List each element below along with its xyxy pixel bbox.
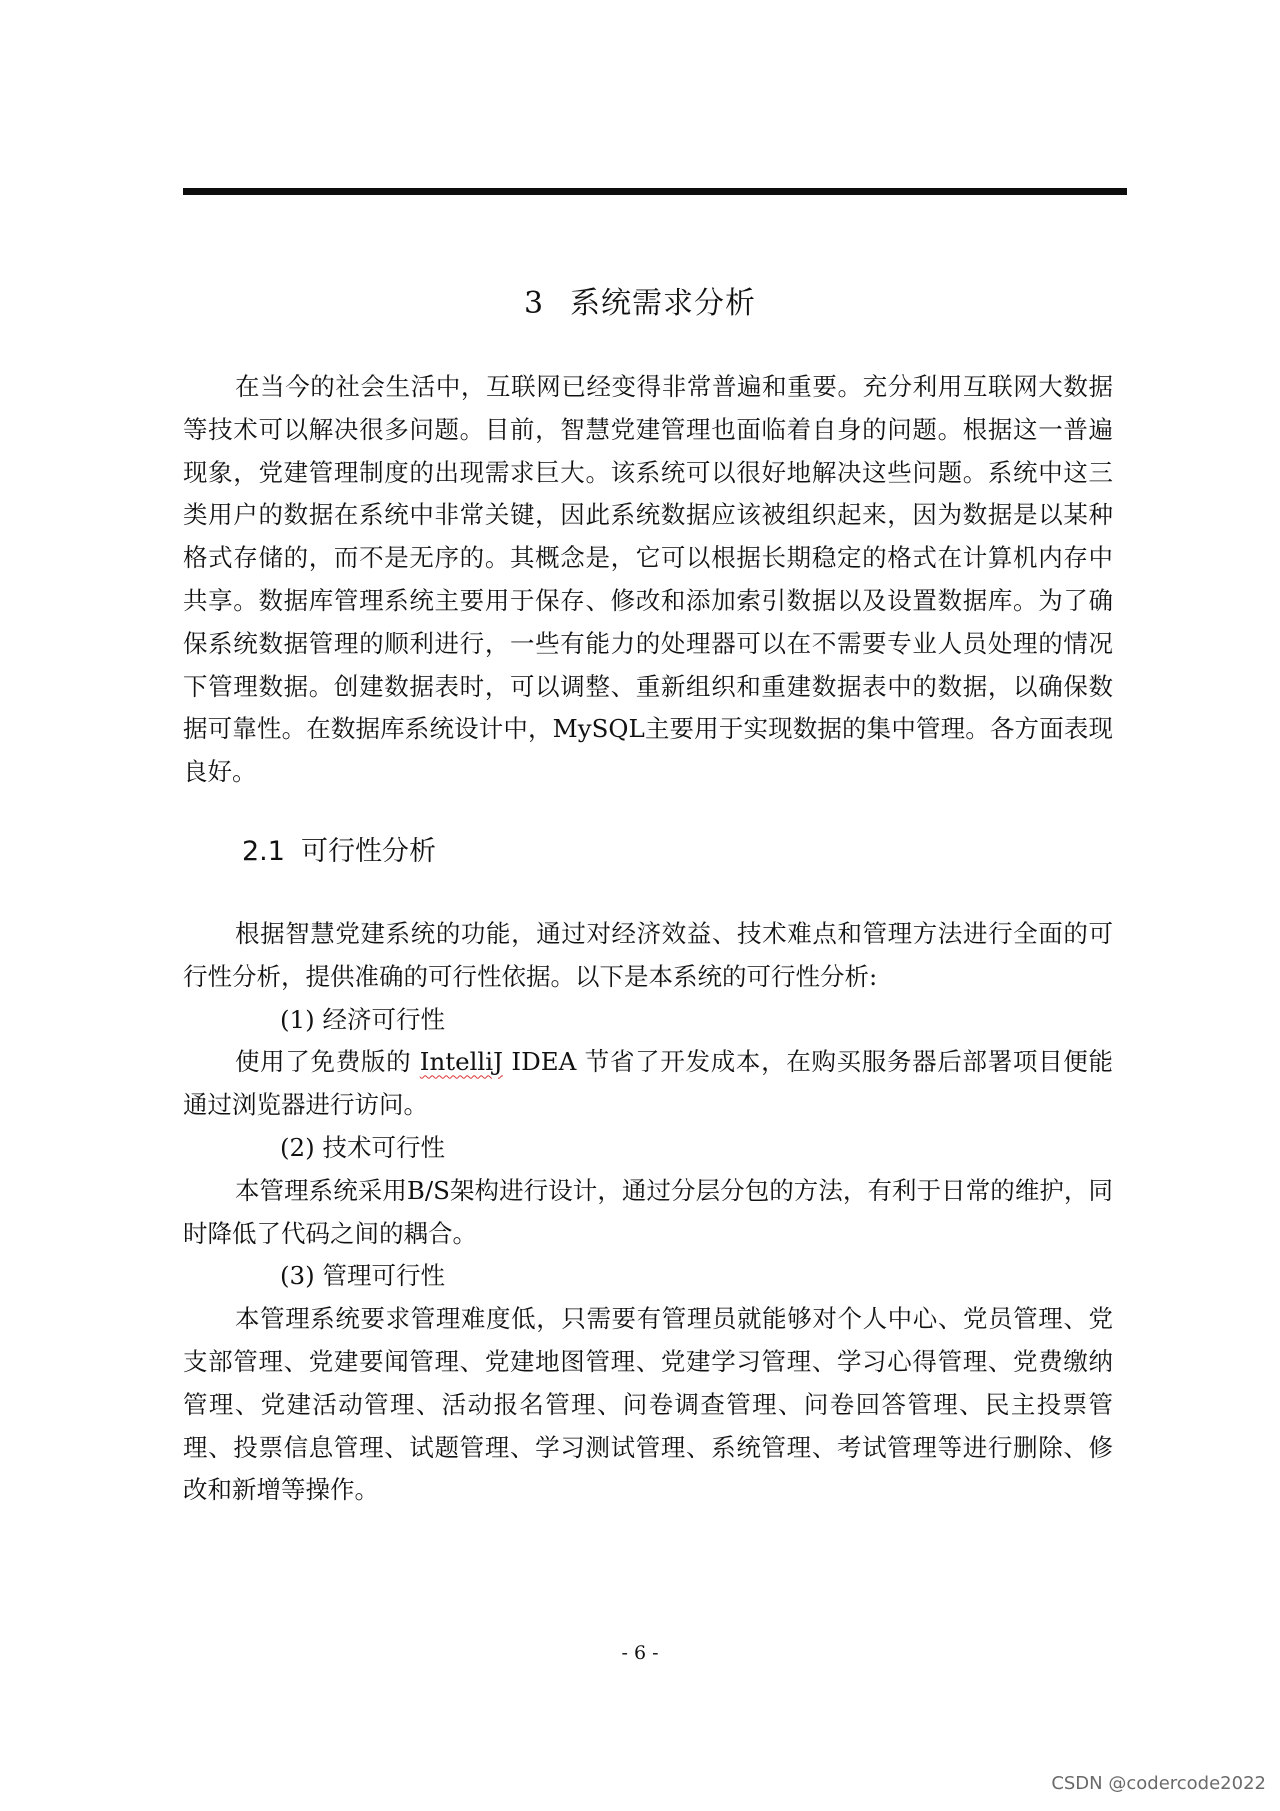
economic-feasibility-title: (1) 经济可行性 — [280, 1004, 445, 1034]
intro-paragraph: 在当今的社会生活中，互联网已经变得非常普遍和重要。充分利用互联网大数据等技术可以解决很多问题。目前，智慧党建管理也面临着自身的问题。根据这一普遍现象，党建管理制度的出现需求巨大。该系统可以很好地解决这些问题。系统中这三类用户的数据在系统中非常关键，因此系统数据应该被组织起来，因为数据是以某种格式存储的，而不是无序的。其概念是，它可以根据长期稳定的格式在计算机内存中共享。数据库管理系统主要用于保存、修改和添加索引数据以及设置数据库。为了确保系统数据管理的顺利进行，一些有能力的处理器可以在不需要专业人员处理的情况下管理数据。创建数据表时，可以调整、重新组织和重建数据表中的数据，以确保数据可靠性。在数据库系统设计中，MySQL主要用于实现数据的集中管理。各方面表现良好。 — [183, 372, 1113, 787]
economic-feasibility-paragraph — [183, 1041, 1113, 1127]
chapter-title-text: 系统需求分析 — [570, 286, 757, 321]
economic-text-after: IDEA 节省了开发成本，在购买服务器后部署项目便能通过浏览器进行访问。 — [183, 1047, 1113, 1120]
intro-block — [183, 366, 1113, 794]
page-number: - 6 - — [621, 1642, 659, 1664]
economic-text-before: 使用了免费版的 — [235, 1047, 420, 1077]
header-rule — [183, 188, 1127, 195]
section-number: 2.1 — [242, 836, 285, 867]
section-title — [242, 832, 436, 872]
feasibility-block — [183, 913, 1113, 1512]
chapter-number: 3 — [523, 286, 545, 321]
intellij-word: IntelliJ — [419, 1047, 503, 1077]
csdn-watermark: CSDN @codercode2022 — [1051, 1773, 1266, 1794]
management-feasibility-paragraph: 本管理系统要求管理难度低，只需要有管理员就能够对个人中心、党员管理、党支部管理、党建要闻管理、党建地图管理、党建学习管理、学习心得管理、党费缴纳管理、党建活动管理、活动报名管理、问卷调查管理、问卷回答管理、民主投票管理、投票信息管理、试题管理、学习测试管理、系统管理、考试管理等进行删除、修改和新增等操作。 — [183, 1304, 1113, 1505]
management-feasibility-title: (3) 管理可行性 — [280, 1261, 445, 1291]
section-title-text: 可行性分析 — [300, 836, 436, 867]
technical-feasibility-title: (2) 技术可行性 — [280, 1132, 445, 1162]
section-intro-paragraph: 根据智慧党建系统的功能，通过对经济效益、技术难点和管理方法进行全面的可行性分析，提供准确的可行性依据。以下是本系统的可行性分析: — [183, 919, 1113, 991]
technical-feasibility-paragraph: 本管理系统采用B/S架构进行设计，通过分层分包的方法，有利于日常的维护，同时降低了代码之间的耦合。 — [183, 1175, 1113, 1248]
chapter-title — [0, 284, 1280, 324]
